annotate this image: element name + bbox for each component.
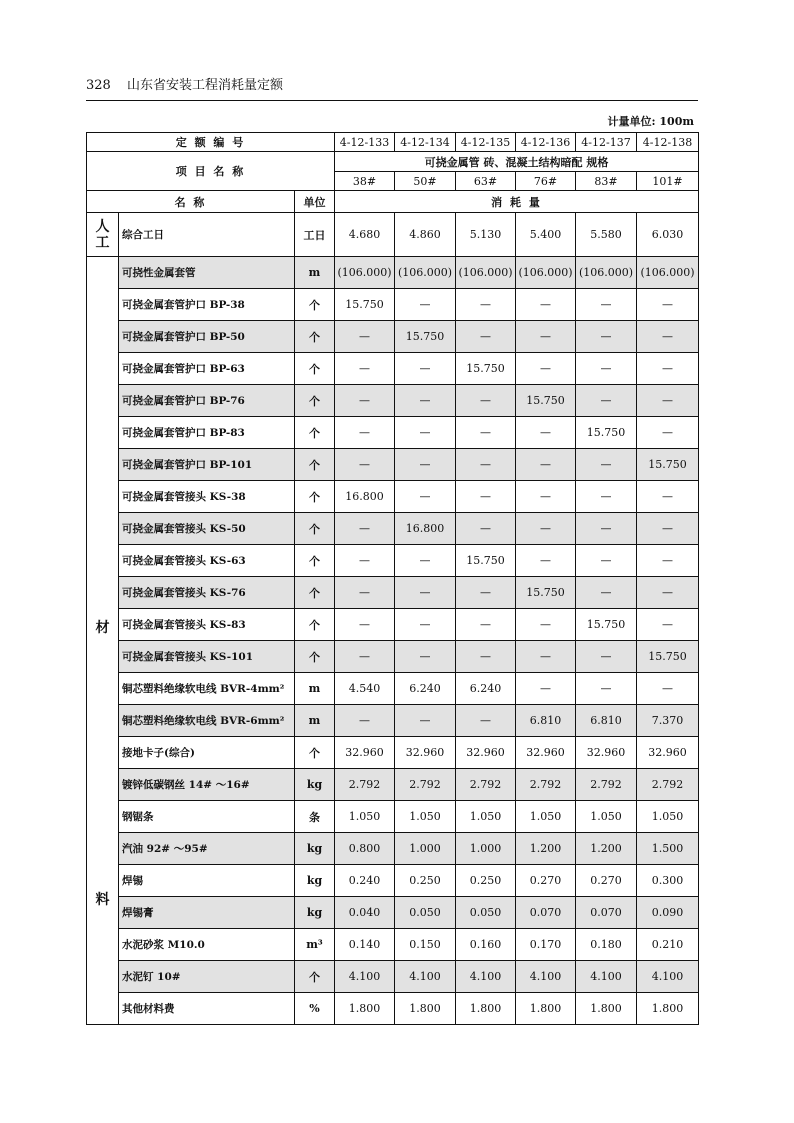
material-value: 15.750	[637, 641, 699, 673]
material-value: 0.160	[456, 929, 516, 961]
material-value: 2.792	[516, 769, 576, 801]
material-value: 4.100	[637, 961, 699, 993]
material-value: (106.000)	[335, 257, 395, 289]
material-unit: 个	[295, 321, 335, 353]
material-value: 1.050	[576, 801, 637, 833]
material-row	[87, 321, 699, 353]
material-value: —	[637, 289, 699, 321]
material-value: —	[335, 353, 395, 385]
material-value: 0.240	[335, 865, 395, 897]
material-value: 6.810	[576, 705, 637, 737]
material-value: —	[637, 353, 699, 385]
material-value: —	[335, 417, 395, 449]
material-unit: m	[295, 673, 335, 705]
material-value: 15.750	[335, 289, 395, 321]
material-value: —	[335, 577, 395, 609]
material-value: —	[395, 641, 456, 673]
material-value: —	[637, 513, 699, 545]
material-value: —	[456, 417, 516, 449]
material-value: 2.792	[456, 769, 516, 801]
material-value: (106.000)	[576, 257, 637, 289]
material-value: —	[456, 609, 516, 641]
material-value: 32.960	[637, 737, 699, 769]
material-value: 1.050	[516, 801, 576, 833]
quota-code-label: 定 额 编 号	[87, 133, 335, 152]
material-value: 1.800	[456, 993, 516, 1025]
material-value: —	[395, 449, 456, 481]
material-value: —	[576, 545, 637, 577]
material-value: —	[637, 321, 699, 353]
material-value: 4.100	[395, 961, 456, 993]
material-name: 可挠金属套管接头 KS-83	[119, 609, 295, 641]
material-row	[87, 705, 699, 737]
material-value: 0.180	[576, 929, 637, 961]
quota-code: 4-12-134	[395, 133, 456, 152]
material-name: 接地卡子(综合)	[119, 737, 295, 769]
material-value: —	[576, 577, 637, 609]
material-value: 1.800	[576, 993, 637, 1025]
material-row	[87, 449, 699, 481]
material-value: 2.792	[395, 769, 456, 801]
material-row	[87, 961, 699, 993]
material-value: (106.000)	[516, 257, 576, 289]
material-value: —	[516, 545, 576, 577]
material-value: 15.750	[395, 321, 456, 353]
material-name: 汽油 92# ～95#	[119, 833, 295, 865]
material-value: —	[395, 481, 456, 513]
material-value: —	[637, 481, 699, 513]
material-value: 1.800	[335, 993, 395, 1025]
spec: 63#	[456, 172, 516, 191]
material-value: 32.960	[456, 737, 516, 769]
material-name: 水泥钉 10#	[119, 961, 295, 993]
material-value: 2.792	[637, 769, 699, 801]
materials-category	[87, 257, 119, 1025]
labor-value: 5.580	[576, 213, 637, 257]
material-row	[87, 641, 699, 673]
labor-value: 4.860	[395, 213, 456, 257]
material-name: 可挠金属套管护口 BP-76	[119, 385, 295, 417]
material-value: 32.960	[576, 737, 637, 769]
material-value: 0.070	[516, 897, 576, 929]
material-value: 1.000	[395, 833, 456, 865]
material-value: —	[637, 545, 699, 577]
material-unit: 个	[295, 289, 335, 321]
quota-code: 4-12-135	[456, 133, 516, 152]
material-value: —	[395, 705, 456, 737]
material-value: 0.070	[576, 897, 637, 929]
material-unit: kg	[295, 897, 335, 929]
material-value: 4.100	[456, 961, 516, 993]
labor-unit: 工日	[295, 213, 335, 257]
material-value: —	[516, 641, 576, 673]
unit-note: 计量单位: 100m	[607, 115, 694, 128]
material-value: (106.000)	[456, 257, 516, 289]
material-value: 15.750	[456, 545, 516, 577]
material-row	[87, 353, 699, 385]
material-value: 4.100	[516, 961, 576, 993]
material-value: 15.750	[576, 417, 637, 449]
material-value: —	[395, 609, 456, 641]
material-value: —	[335, 641, 395, 673]
material-unit: 个	[295, 417, 335, 449]
material-value: —	[395, 385, 456, 417]
material-unit: 个	[295, 545, 335, 577]
material-value: 1.050	[456, 801, 516, 833]
material-value: 1.200	[576, 833, 637, 865]
material-value: 1.050	[637, 801, 699, 833]
material-row	[87, 481, 699, 513]
material-value: —	[335, 705, 395, 737]
material-unit: 个	[295, 449, 335, 481]
labor-value: 5.130	[456, 213, 516, 257]
material-value: —	[637, 417, 699, 449]
material-name: 钢锯条	[119, 801, 295, 833]
material-value: —	[516, 609, 576, 641]
material-value: 15.750	[637, 449, 699, 481]
material-unit: 个	[295, 385, 335, 417]
material-value: —	[576, 321, 637, 353]
material-value: 1.050	[335, 801, 395, 833]
material-row	[87, 865, 699, 897]
material-value: —	[516, 417, 576, 449]
labor-category-char: 工	[95, 234, 110, 251]
material-name: 焊锡	[119, 865, 295, 897]
material-value: —	[335, 321, 395, 353]
material-value: —	[516, 673, 576, 705]
material-value: —	[456, 385, 516, 417]
material-row	[87, 545, 699, 577]
material-unit: kg	[295, 865, 335, 897]
materials-category-char: 料	[95, 892, 110, 908]
material-value: —	[335, 513, 395, 545]
material-value: —	[456, 449, 516, 481]
material-row	[87, 257, 699, 289]
material-unit: 个	[295, 577, 335, 609]
material-value: 32.960	[516, 737, 576, 769]
material-value: —	[576, 385, 637, 417]
material-value: —	[456, 481, 516, 513]
material-value: 1.800	[516, 993, 576, 1025]
material-value: 6.240	[395, 673, 456, 705]
material-row	[87, 833, 699, 865]
material-value: 0.270	[576, 865, 637, 897]
unit-column-label: 单位	[295, 191, 335, 213]
labor-value: 6.030	[637, 213, 699, 257]
material-value: 0.250	[456, 865, 516, 897]
material-value: 0.140	[335, 929, 395, 961]
material-value: —	[637, 609, 699, 641]
labor-category-char: 人	[95, 218, 110, 235]
material-value: 4.100	[576, 961, 637, 993]
material-value: 15.750	[516, 385, 576, 417]
material-value: —	[576, 353, 637, 385]
material-unit: 条	[295, 801, 335, 833]
material-value: —	[576, 673, 637, 705]
material-row	[87, 897, 699, 929]
labor-value: 5.400	[516, 213, 576, 257]
material-value: —	[637, 673, 699, 705]
material-value: 4.100	[335, 961, 395, 993]
material-value: 1.800	[637, 993, 699, 1025]
material-value: 4.540	[335, 673, 395, 705]
quota-code: 4-12-138	[637, 133, 699, 152]
material-unit: 个	[295, 961, 335, 993]
consumption-label: 消 耗 量	[335, 191, 699, 213]
material-value: —	[335, 385, 395, 417]
material-value: —	[516, 353, 576, 385]
materials-category-char: 材	[95, 620, 110, 636]
material-value: (106.000)	[395, 257, 456, 289]
name-column-label: 名 称	[87, 191, 295, 213]
material-value: —	[576, 481, 637, 513]
material-value: (106.000)	[637, 257, 699, 289]
material-unit: 个	[295, 353, 335, 385]
material-name: 可挠金属套管接头 KS-76	[119, 577, 295, 609]
material-value: 1.800	[395, 993, 456, 1025]
material-value: —	[456, 321, 516, 353]
material-name: 可挠金属套管护口 BP-83	[119, 417, 295, 449]
material-row	[87, 929, 699, 961]
material-value: 32.960	[395, 737, 456, 769]
material-value: 1.200	[516, 833, 576, 865]
material-value: 1.050	[395, 801, 456, 833]
material-value: 15.750	[456, 353, 516, 385]
material-value: —	[516, 289, 576, 321]
material-name: 可挠金属套管接头 KS-63	[119, 545, 295, 577]
material-value: —	[637, 385, 699, 417]
material-row	[87, 737, 699, 769]
spec: 101#	[637, 172, 699, 191]
material-value: —	[335, 609, 395, 641]
material-unit: kg	[295, 769, 335, 801]
material-value: —	[576, 513, 637, 545]
material-name: 铜芯塑料绝缘软电线 BVR-6mm²	[119, 705, 295, 737]
material-value: —	[456, 705, 516, 737]
material-value: —	[456, 577, 516, 609]
spec: 50#	[395, 172, 456, 191]
material-value: 16.800	[335, 481, 395, 513]
material-value: 2.792	[576, 769, 637, 801]
material-unit: 个	[295, 641, 335, 673]
material-value: 0.270	[516, 865, 576, 897]
page-header	[86, 74, 283, 93]
material-row	[87, 673, 699, 705]
material-unit: m³	[295, 929, 335, 961]
material-name: 可挠金属套管护口 BP-101	[119, 449, 295, 481]
material-name: 可挠金属套管护口 BP-63	[119, 353, 295, 385]
material-row	[87, 417, 699, 449]
material-name: 铜芯塑料绝缘软电线 BVR-4mm²	[119, 673, 295, 705]
material-value: 0.050	[395, 897, 456, 929]
material-value: 0.800	[335, 833, 395, 865]
material-value: —	[516, 481, 576, 513]
material-value: 0.300	[637, 865, 699, 897]
material-value: —	[395, 545, 456, 577]
material-name: 可挠金属套管护口 BP-38	[119, 289, 295, 321]
material-value: —	[516, 513, 576, 545]
material-value: 6.810	[516, 705, 576, 737]
material-value: 7.370	[637, 705, 699, 737]
project-name: 可挠金属管 砖、混凝土结构暗配 规格	[335, 152, 699, 172]
material-unit: 个	[295, 481, 335, 513]
material-row	[87, 993, 699, 1025]
labor-category	[87, 213, 119, 257]
spec: 83#	[576, 172, 637, 191]
material-value: —	[576, 289, 637, 321]
material-value: 0.150	[395, 929, 456, 961]
material-value: 32.960	[335, 737, 395, 769]
material-unit: 个	[295, 737, 335, 769]
material-unit: 个	[295, 609, 335, 641]
material-value: —	[335, 449, 395, 481]
material-row	[87, 513, 699, 545]
spec: 38#	[335, 172, 395, 191]
material-row	[87, 801, 699, 833]
quota-code: 4-12-133	[335, 133, 395, 152]
material-value: —	[576, 641, 637, 673]
material-value: —	[516, 449, 576, 481]
material-unit: %	[295, 993, 335, 1025]
material-row	[87, 769, 699, 801]
material-unit: m	[295, 705, 335, 737]
material-name: 可挠性金属套管	[119, 257, 295, 289]
material-value: 0.210	[637, 929, 699, 961]
material-value: 0.040	[335, 897, 395, 929]
material-value: —	[637, 577, 699, 609]
material-value: 1.500	[637, 833, 699, 865]
material-name: 可挠金属套管接头 KS-50	[119, 513, 295, 545]
project-name-label: 项 目 名 称	[87, 152, 335, 191]
header-rule	[86, 100, 698, 101]
material-value: 6.240	[456, 673, 516, 705]
quota-code: 4-12-136	[516, 133, 576, 152]
material-value: 0.090	[637, 897, 699, 929]
material-value: 0.050	[456, 897, 516, 929]
material-row	[87, 577, 699, 609]
material-value: 16.800	[395, 513, 456, 545]
material-value: —	[456, 641, 516, 673]
material-name: 水泥砂浆 M10.0	[119, 929, 295, 961]
book-title: 山东省安装工程消耗量定额	[126, 78, 283, 93]
spec: 76#	[516, 172, 576, 191]
material-value: 15.750	[576, 609, 637, 641]
material-value: —	[395, 353, 456, 385]
material-value: —	[335, 545, 395, 577]
material-value: 1.000	[456, 833, 516, 865]
material-unit: kg	[295, 833, 335, 865]
material-value: —	[456, 289, 516, 321]
material-value: —	[456, 513, 516, 545]
quota-table	[86, 132, 699, 1025]
quota-code: 4-12-137	[576, 133, 637, 152]
material-row	[87, 385, 699, 417]
labor-name: 综合工日	[119, 213, 295, 257]
material-value: 0.250	[395, 865, 456, 897]
material-unit: m	[295, 257, 335, 289]
labor-value: 4.680	[335, 213, 395, 257]
material-row	[87, 609, 699, 641]
material-value: —	[516, 321, 576, 353]
material-name: 其他材料费	[119, 993, 295, 1025]
material-value: 2.792	[335, 769, 395, 801]
material-unit: 个	[295, 513, 335, 545]
material-value: —	[395, 289, 456, 321]
material-value: —	[395, 577, 456, 609]
material-name: 可挠金属套管护口 BP-50	[119, 321, 295, 353]
material-name: 可挠金属套管接头 KS-101	[119, 641, 295, 673]
material-row	[87, 289, 699, 321]
material-name: 可挠金属套管接头 KS-38	[119, 481, 295, 513]
material-value: —	[395, 417, 456, 449]
page-number: 328	[86, 78, 111, 93]
material-value: 15.750	[516, 577, 576, 609]
material-value: 0.170	[516, 929, 576, 961]
material-name: 焊锡膏	[119, 897, 295, 929]
material-name: 镀锌低碳钢丝 14# ～16#	[119, 769, 295, 801]
material-value: —	[576, 449, 637, 481]
